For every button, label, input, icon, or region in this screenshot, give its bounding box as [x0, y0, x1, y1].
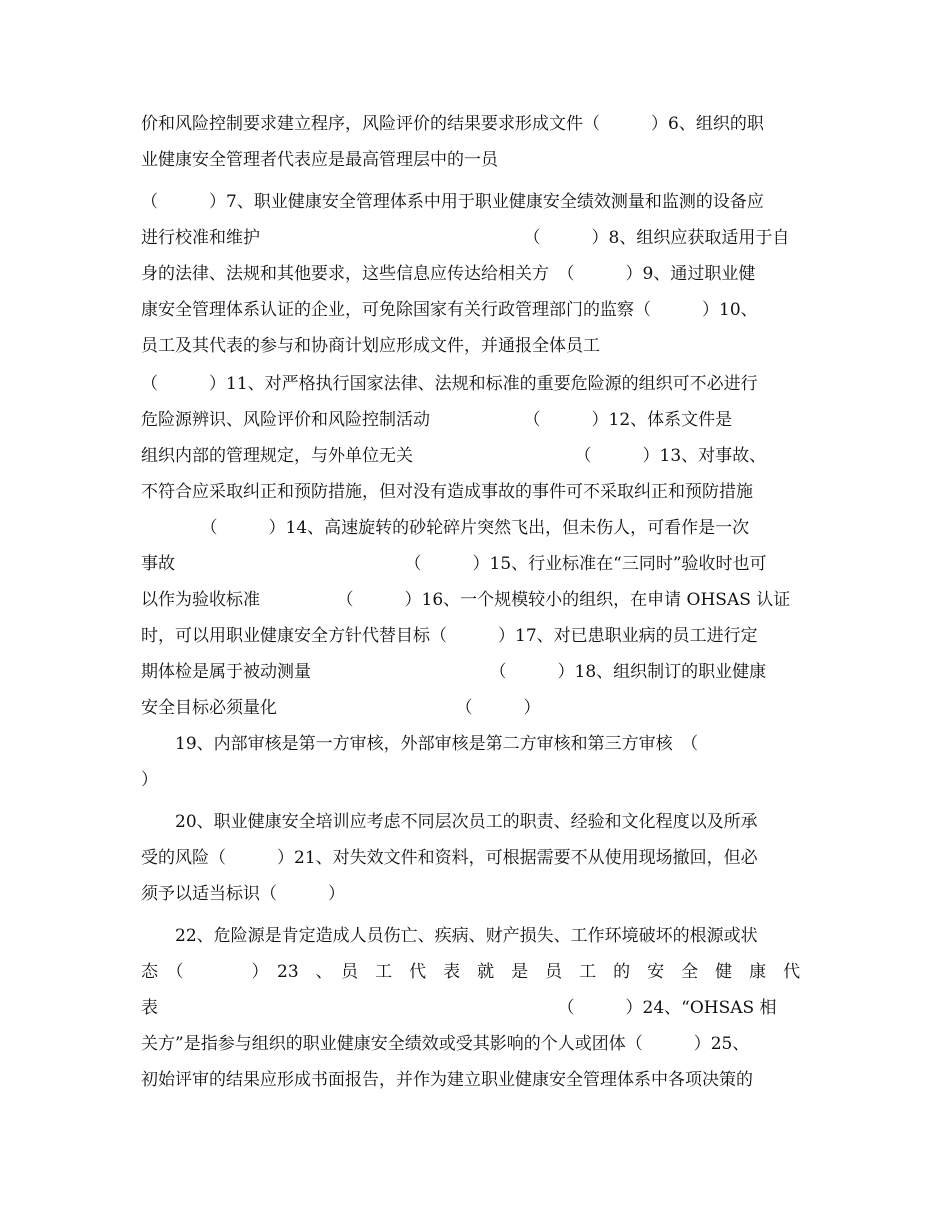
paragraph-line: 20、职业健康安全培训应考虑不同层次员工的职责、经验和文化程度以及所承 [175, 812, 758, 832]
text-line: 初始评审的结果应形成书面报告，并作为建立职业健康安全管理体系中各项决策的 [141, 1070, 753, 1090]
paragraph-line: 19、内部审核是第一方审核，外部审核是第二方审核和第三方审核 （ [175, 734, 699, 754]
text-line: 不符合应采取纠正和预防措施，但对没有造成事故的事件可不采取纠正和预防措施 [141, 482, 753, 502]
text-line: 表 （ ）24、“OHSAS 相 [141, 998, 777, 1018]
text-line: 进行校准和维护 （ ）8、组织应获取适用于自 [141, 228, 790, 248]
text-line: 时，可以用职业健康安全方针代替目标（ ）17、对已患职业病的员工进行定 [141, 626, 758, 646]
text-line: 康安全管理体系认证的企业，可免除国家有关行政管理部门的监察（ ）10、 [141, 300, 758, 320]
text-line: （ ）11、对严格执行国家法律、法规和标准的重要危险源的组织可不必进行 [141, 374, 758, 394]
text-line: 关方”是指参与组织的职业健康安全绩效或受其影响的个人或团体（ ）25、 [141, 1034, 750, 1054]
text-line: 组织内部的管理规定，与外单位无关 （ ）13、对事故、 [141, 446, 767, 466]
paragraph-line: 22、危险源是肯定造成人员伤亡、疾病、财产损失、工作环境破坏的根源或状 [175, 926, 758, 946]
text-line: （ ）7、职业健康安全管理体系中用于职业健康安全绩效测量和监测的设备应 [141, 192, 764, 212]
text-line: 员工及其代表的参与和协商计划应形成文件，并通报全体员工 [141, 336, 600, 356]
text-line: 事故 （ ）15、行业标准在“三同时”验收时也可 [141, 554, 767, 574]
text-line: 业健康安全管理者代表应是最高管理层中的一员 [141, 150, 498, 170]
text-line: 危险源辨识、风险评价和风险控制活动 （ ）12、体系文件是 [141, 410, 733, 430]
text-line: 受的风险（ ）21、对失效文件和资料，可根据需要不从使用现场撤回，但必 [141, 848, 758, 868]
text-line: （ ）14、高速旋转的砂轮碎片突然飞出，但未伤人，可看作是一次 [141, 518, 750, 538]
text-line: 身的法律、法规和其他要求，这些信息应传达给相关方 （ ）9、通过职业健 [141, 264, 756, 284]
text-line: 以作为验收标准 （ ）16、一个规模较小的组织，在申请 OHSAS 认证 [141, 590, 791, 610]
text-line: 期体检是属于被动测量 （ ）18、组织制订的职业健康 [141, 662, 767, 682]
text-line: 价和风险控制要求建立程序，风险评价的结果要求形成文件（ ）6、组织的职 [141, 114, 764, 134]
text-line: 安全目标必须量化 （ ） [141, 698, 541, 718]
text-line: 须予以适当标识（ ） [141, 884, 345, 904]
text-line: ） [141, 770, 158, 790]
text-line: 态 （ ） 23 、 员 工 代 表 就 是 员 工 的 安 全 健 康 代 [141, 962, 801, 982]
